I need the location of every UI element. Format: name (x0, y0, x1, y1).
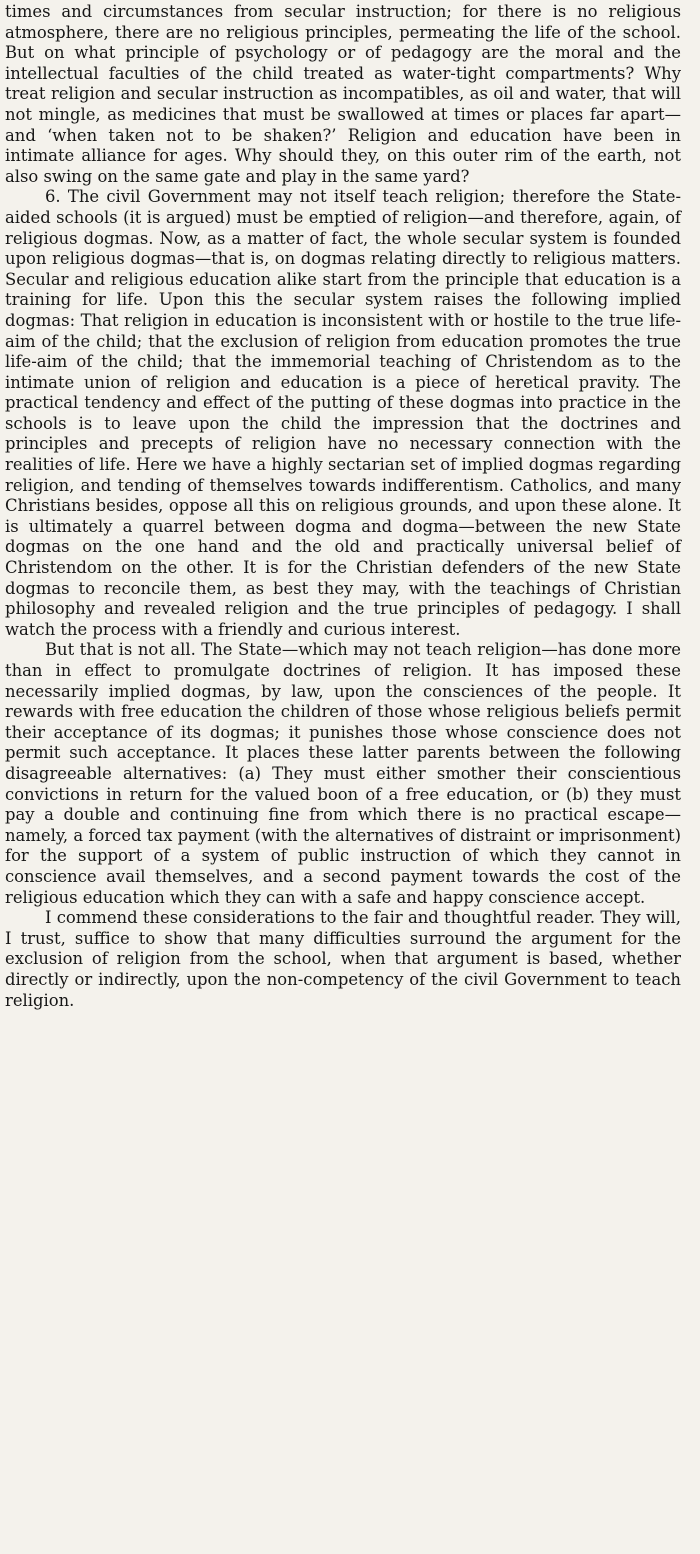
paragraph-1: times and circumstances from secular instruction; for there is no religious atmosphere, there are no religious principles, permeating the life of the school. But on what principle of psychology or of pedagogy are the moral and the intellectual faculties of the child treated as water-tight compartments? Why treat religion and secular instruction as incompatibles, as oil and water, that will not mingle, as medicines that must be swallowed at times or places far apart—and ‘when taken not to be shaken?’ Religion and education have been in intimate alliance for ages. Why should they, on this outer rim of the earth, not also swing on the same gate and play in the same yard? (5, 2, 681, 186)
paragraph-3: But that is not all. The State—which may not teach religion—has done more than in effect to promulgate doctrines of religion. It has imposed these necessarily implied dogmas, by law, upon the consciences of the people. It rewards with free education the children of those whose religious beliefs permit their acceptance of its dogmas; it punishes those whose conscience does not permit such acceptance. It places these latter parents between the following disagreeable alternatives: (a) They must either smother their conscientious convictions in return for the valued boon of a free education, or (b) they must pay a double and continuing fine from which there is no practical escape—namely, a forced tax payment (with the alternatives of distraint or imprisonment) for the support of a system of public instruction of which they cannot in conscience avail themselves, and a second payment towards the cost of the religious education which they can with a safe and happy conscience accept. (5, 640, 681, 907)
paragraph-4: I commend these considerations to the fair and thoughtful reader. They will, I trust, suffice to show that many difficulties surround the argument for the exclusion of religion from the school, when that argument is based, whether directly or indirectly, upon the non-competency of the civil Government to teach religion. (5, 908, 681, 1010)
document-page (5, 2, 681, 1011)
paragraph-2: 6. The civil Government may not itself teach religion; therefore the State-aided schools (it is argued) must be emptied of religion—and therefore, again, of religious dogmas. Now, as a matter of fact, the whole secular system is founded upon religious dogmas—that is, on dogmas relating directly to religious matters. Secular and religious education alike start from the principle that education is a training for life. Upon this the secular system raises the following implied dogmas: That religion in education is inconsistent with or hostile to the true life-aim of the child; that the exclusion of religion from education promotes the true life-aim of the child; that the immemorial teaching of Christendom as to the intimate union of religion and education is a piece of heretical pravity. The practical tendency and effect of the putting of these dogmas into practice in the schools is to leave upon the child the impression that the doctrines and principles and precepts of religion have no necessary connection with the realities of life. Here we have a highly sectarian set of implied dogmas regarding religion, and tending of themselves towards indifferentism. Catholics, and many Christians besides, oppose all this on religious grounds, and upon these alone. It is ultimately a quarrel between dogma and dogma—between the new State dogmas on the one hand and the old and practically universal belief of Christendom on the other. It is for the Christian defenders of the new State dogmas to reconcile them, as best they may, with the teachings of Christian philosophy and revealed religion and the true principles of pedagogy. I shall watch the process with a friendly and curious interest. (5, 187, 681, 639)
